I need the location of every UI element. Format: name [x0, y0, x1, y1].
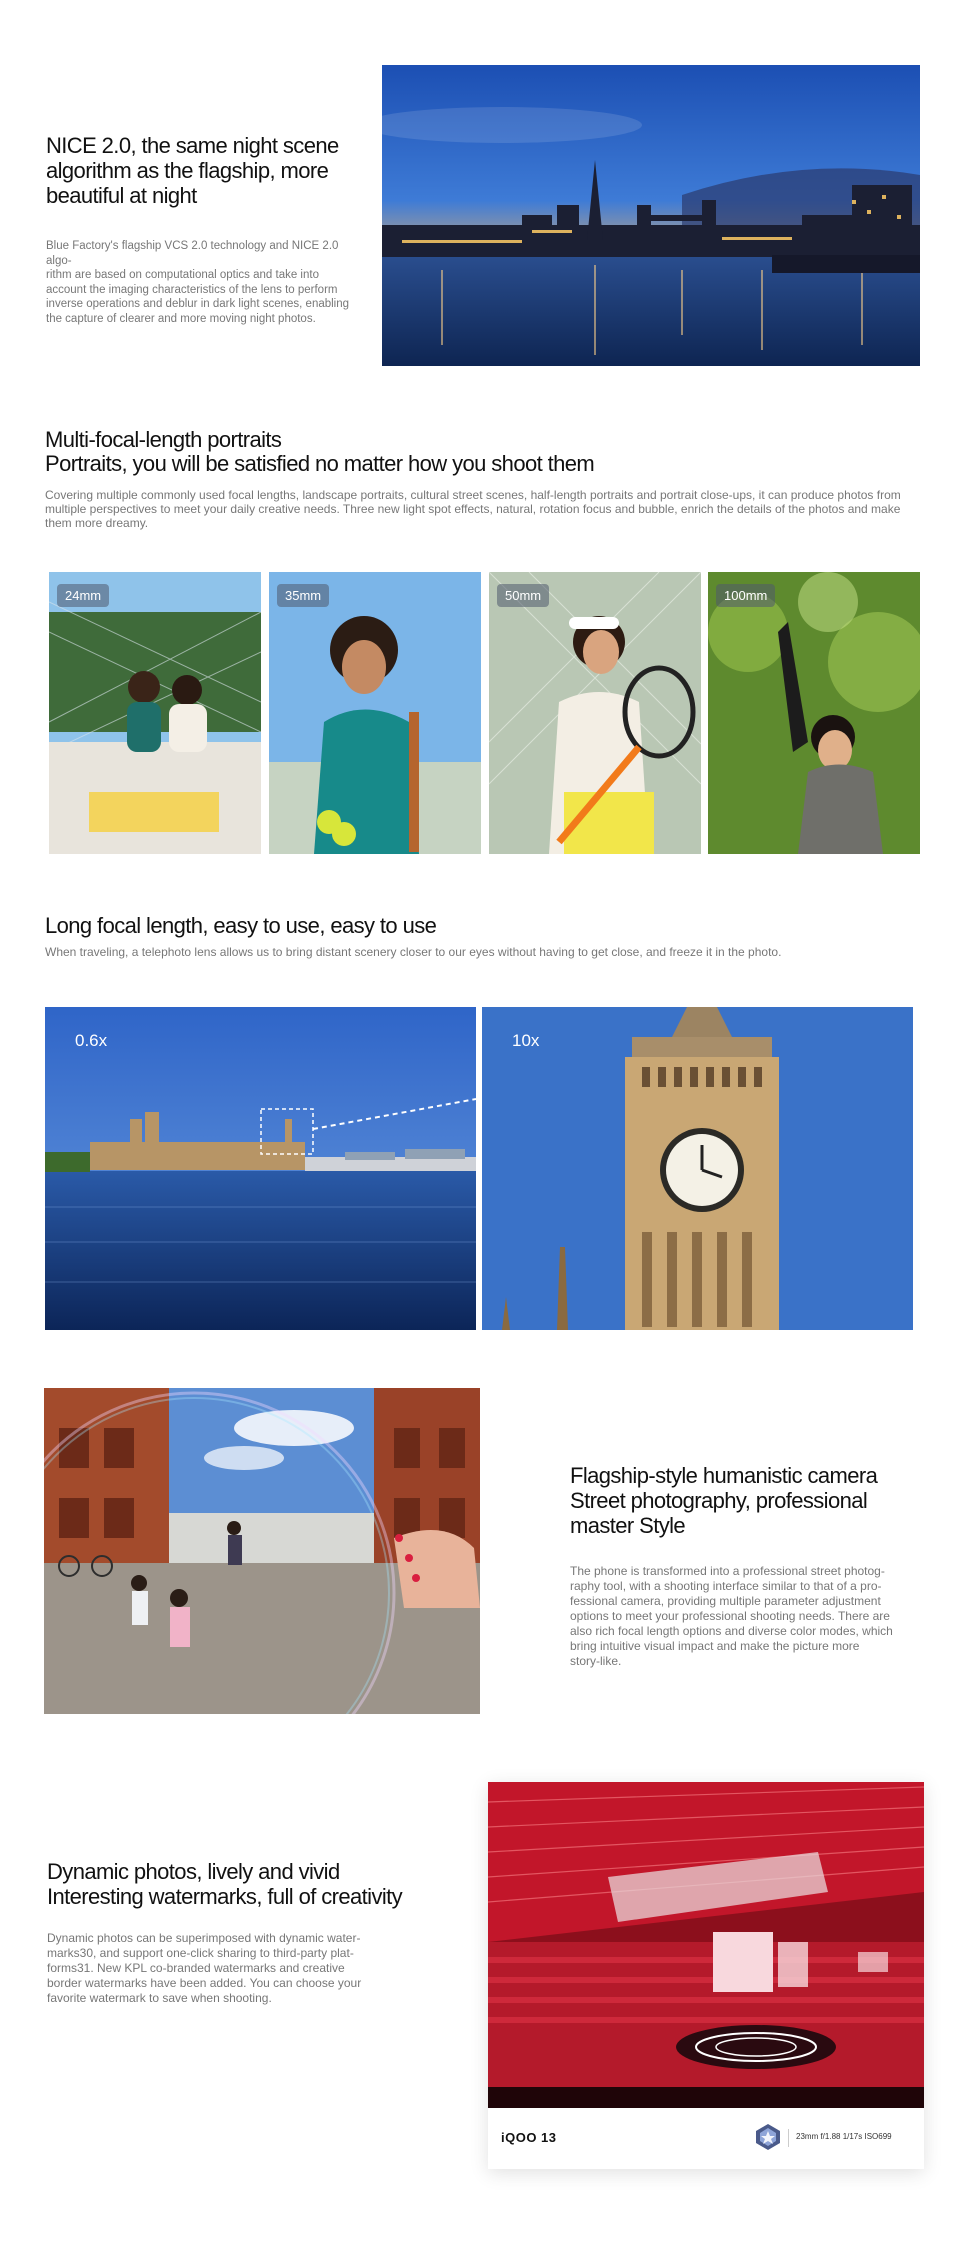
watermark-photo-card: [488, 1782, 924, 2169]
telephoto-section: [0, 905, 960, 1335]
night-scene-description: Blue Factory's flagship VCS 2.0 technology and NICE 2.0 algo- rithm are based on computational optics and take into account the imaging characteristics of the lens to perform inverse operations and deblur in dark light scenes, enabling the capture of clearer and more moving night photos.: [46, 240, 350, 325]
portraits-title: Multi-focal-length portraits Portraits, you will be satisfied no matter how you shoot them: [45, 427, 595, 476]
focal-length-badge: 35mm: [277, 584, 329, 607]
watermark-divider: [788, 2129, 789, 2147]
portrait-24mm: [49, 572, 261, 854]
arena-photo: [488, 1782, 924, 2108]
telephoto-title: Long focal length, easy to use, easy to use: [45, 913, 437, 938]
focal-length-badge: 50mm: [497, 584, 549, 607]
watermark-camera-params: 23mm f/1.88 1/17s ISO699: [796, 2132, 892, 2141]
night-scene-text: [46, 133, 366, 326]
kpl-badge-icon: [754, 2123, 782, 2151]
watermark-bar: [488, 2108, 924, 2169]
portrait-35mm: [269, 572, 481, 854]
night-scene-title: NICE 2.0, the same night scene algorithm as the flagship, more beautiful at night: [46, 133, 339, 208]
dynamic-photos-text: [47, 1859, 447, 2006]
street-photography-text: [570, 1463, 920, 1669]
watermark-brand-logo: iQOO 13: [501, 2130, 557, 2145]
telephoto-description: When traveling, a telephoto lens allows us to bring distant scenery closer to our eyes without having to get close, and freeze it in the photo.: [45, 945, 782, 959]
portraits-section: [0, 420, 960, 870]
night-scene-section: [0, 0, 960, 400]
zoom-level-label: 0.6x: [75, 1031, 108, 1050]
night-city-photo: [382, 65, 920, 366]
street-photography-section: [0, 1380, 960, 1720]
focal-length-badge: 100mm: [716, 584, 775, 607]
dynamic-photos-description: Dynamic photos can be superimposed with dynamic water- marks30, and support one-click sharing to third-party plat- forms31. New KPL co-branded watermarks and creative border watermarks have been added. You can choose your favorite watermark to save when shooting.: [47, 1931, 362, 2005]
street-scene-photo: [44, 1388, 480, 1714]
dynamic-photos-title: Dynamic photos, lively and vivid Interesting watermarks, full of creativity: [47, 1859, 403, 1909]
portrait-50mm: [489, 572, 701, 854]
street-photography-description: The phone is transformed into a professional street photog- raphy tool, with a shooting interface similar to that of a pro- fessional camera, providing multiple parameter adjustment options to meet your professional shooting needs. There are also rich focal length options and diverse color modes, which bring intuitive visual impact and make the picture more story-like.: [570, 1564, 893, 1668]
wide-angle-photo: [45, 1007, 476, 1330]
portrait-100mm: [708, 572, 920, 854]
zoom-level-label: 10x: [512, 1031, 540, 1050]
portraits-description: Covering multiple commonly used focal lengths, landscape portraits, cultural street scenes, half-length portraits and portrait close-ups, it can produce photos from multiple perspectives to meet your daily creative needs. Three new light spot effects, natural, rotation focus and bubble, enrich the details of the photos and make them more dreamy.: [45, 488, 901, 530]
portrait-gallery: [49, 572, 920, 854]
street-photography-title: Flagship-style humanistic camera Street photography, professional master Style: [570, 1463, 878, 1538]
dynamic-photos-section: [0, 1765, 960, 2185]
telephoto-photo: [482, 1007, 913, 1330]
focal-length-badge: 24mm: [57, 584, 109, 607]
